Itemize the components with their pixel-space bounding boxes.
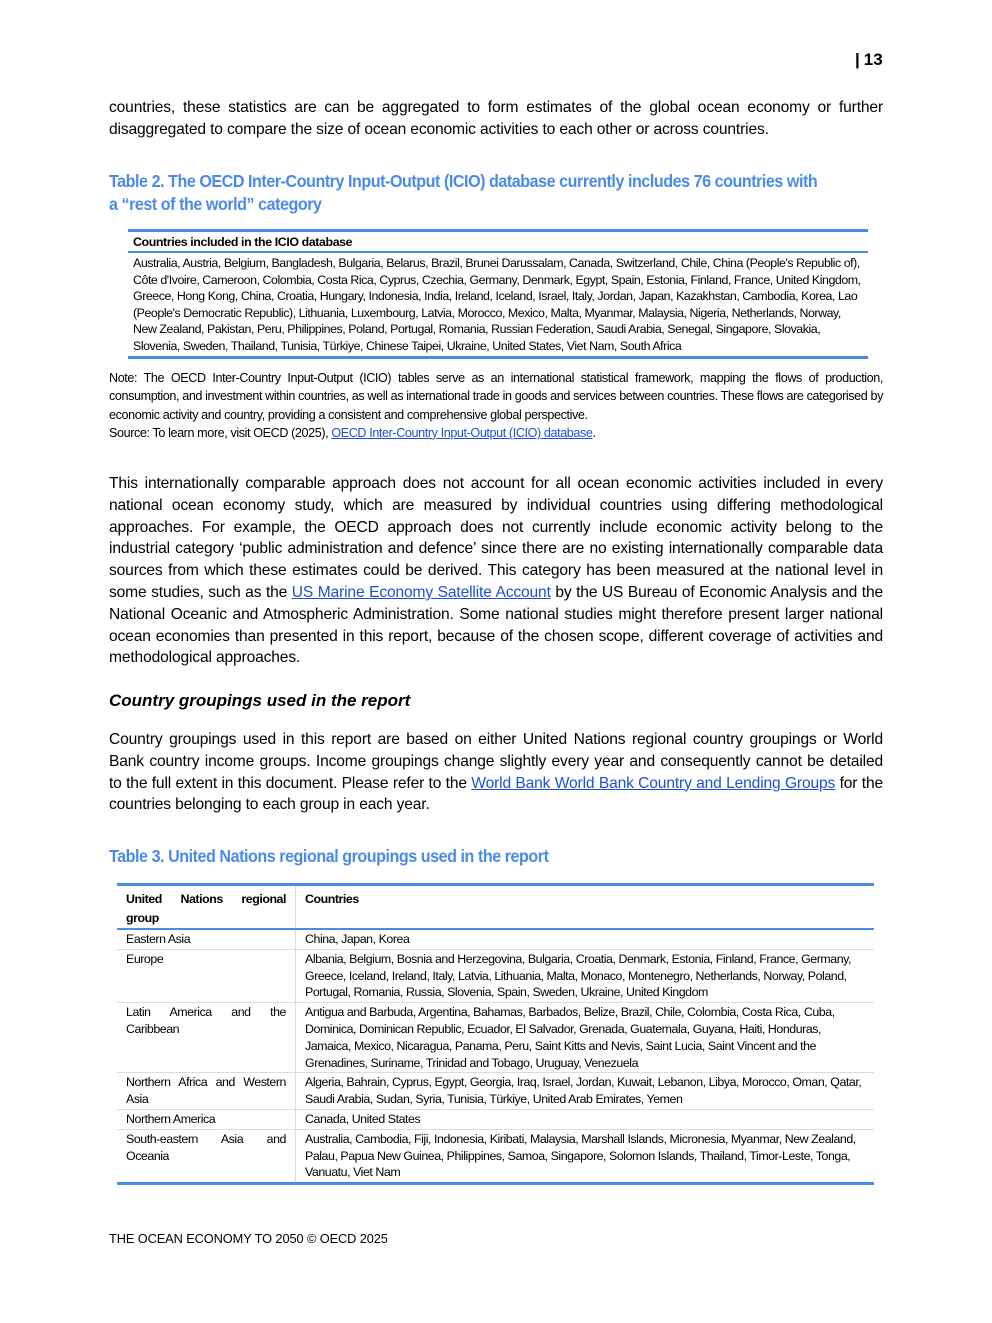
table-row bbox=[117, 949, 874, 1002]
countries-cell: Australia, Cambodia, Fiji, Indonesia, Kiribati, Malaysia, Marshall Islands, Micronesia, Myanmar, New Zealand, Palau, Papua New Guinea, Philippines, Samoa, Singapore, Solomon Islands, Thailand, Timor-Leste, Tonga, Vanuatu, Viet Nam bbox=[305, 1131, 856, 1180]
world-bank-groups-link[interactable]: World Bank World Bank Country and Lending Groups bbox=[471, 774, 836, 792]
section-heading: Country groupings used in the report bbox=[109, 691, 411, 710]
un-regional-groupings-table bbox=[117, 883, 874, 1185]
page-number-value: 13 bbox=[863, 50, 883, 69]
group-cell: South-eastern Asia and Oceania bbox=[117, 1129, 296, 1183]
countries-cell: Antigua and Barbuda, Argentina, Bahamas, Barbados, Belize, Brazil, Chile, Colombia, Costa Rica, Cuba, Dominica, Dominican Republic, Ecuador, El Salvador, Grenada, Guatemala, Guyana, Haiti, Honduras, Jamaica, Mexico, Nicaragua, Panama, Peru, Saint Kitts and Nevis, Saint Lucia, Saint Vincent and the Grenadines, Suriname, Trinidad and Tobago, Uruguay, Venezuela bbox=[296, 1003, 875, 1073]
countries-cell: Algeria, Bahrain, Cyprus, Egypt, Georgia, Iraq, Israel, Jordan, Kuwait, Lebanon, Libya, Morocco, Oman, Qatar, Saudi Arabia, Sudan, Syria, Tunisia, Türkiye, United Arab Emirates, Yemen bbox=[296, 1073, 875, 1110]
table2-header: Countries included in the ICIO database bbox=[128, 232, 868, 253]
table2-note-block bbox=[109, 369, 883, 442]
table2-title: Table 2. The OECD Inter-Country Input-Output (ICIO) database currently includes 76 countries with a “rest of the world” category bbox=[109, 171, 818, 214]
table2-note: Note: The OECD Inter-Country Input-Output (ICIO) tables serve as an international statistical framework, mapping the flows of production, consumption, and investment within countries, as well as international trade in goods and services between countries. These flows are categorised by economic activity and country, providing a consistent and comprehensive global perspective. bbox=[109, 371, 883, 422]
page-number: | 13 bbox=[855, 50, 883, 69]
table-row bbox=[117, 1109, 874, 1129]
column-header-group: United Nations regional group bbox=[117, 885, 296, 930]
table-row bbox=[117, 1129, 874, 1183]
table3-title: Table 3. United Nations regional groupings used in the report bbox=[109, 846, 549, 866]
methodology-paragraph: This internationally comparable approach does not account for all ocean economic activities included in every national ocean economy study, which are measured by individual countries using differing methodological approaches. For example, the OECD approach does not currently include economic activity belong to the industrial category ‘public administration and defence’ since there are no existing internationally comparable data sources from which these estimates could be derived. This category has been measured at the national level in some studies, such as the US Marine Economy Satellite Account by the US Bureau of Economic Analysis and the National Oceanic and Atmospheric Administration. Some national studies might therefore present larger national ocean economies than presented in this report, because of the chosen scope, different coverage of activities and methodological approaches. bbox=[109, 475, 883, 667]
group-cell: Northern America bbox=[117, 1109, 296, 1129]
table-row bbox=[117, 1003, 874, 1073]
us-marine-economy-link[interactable]: US Marine Economy Satellite Account bbox=[291, 583, 551, 601]
countries-cell: Canada, United States bbox=[296, 1109, 875, 1129]
countries-cell: Albania, Belgium, Bosnia and Herzegovina, Bulgaria, Croatia, Denmark, Estonia, Finland, France, Germany, Greece, Iceland, Ireland, Italy, Latvia, Lithuania, Malta, Monaco, Montenegro, Netherlands, Norway, Poland, Portugal, Romania, Russia, Slovenia, Spain, Sweden, Ukraine, United Kingdom bbox=[296, 949, 875, 1002]
group-cell: Latin America and the Caribbean bbox=[117, 1003, 296, 1073]
intro-paragraph: countries, these statistics are can be aggregated to form estimates of the global ocean economy or further disaggregated to compare the size of ocean economic activities to each other or across countries. bbox=[109, 99, 883, 138]
group-cell: Europe bbox=[117, 949, 296, 1002]
countries-cell: China, Japan, Korea bbox=[296, 929, 875, 949]
table-row bbox=[117, 929, 874, 949]
table2-countries-cell: Australia, Austria, Belgium, Bangladesh, Bulgaria, Belarus, Brazil, Brunei Darussalam, Canada, Switzerland, Chile, China (People's Republic of), Côte d'Ivoire, Cameroon, Colombia, Costa Rica, Cyprus, Czechia, Germany, Denmark, Egypt, Spain, Estonia, Finland, France, United Kingdom, Greece, Hong Kong, China, Croatia, Hungary, Indonesia, India, Ireland, Iceland, Israel, Italy, Jordan, Japan, Kazakhstan, Cambodia, Korea, Lao (People's Democratic Republic), Lithuania, Luxembourg, Latvia, Morocco, Mexico, Malta, Myanmar, Malaysia, Nigeria, Netherlands, Norway, New Zealand, Pakistan, Peru, Philippines, Poland, Portugal, Romania, Russian Federation, Saudi Arabia, Senegal, Singapore, Slovakia, Slovenia, Sweden, Thailand, Tunisia, Türkiye, Chinese Taipei, Ukraine, United States, Viet Nam, South Africa bbox=[133, 256, 861, 353]
table-header-row bbox=[117, 885, 874, 930]
column-header-countries: Countries bbox=[296, 885, 875, 930]
page-footer: THE OCEAN ECONOMY TO 2050 © OECD 2025 bbox=[109, 1231, 388, 1246]
table-row bbox=[117, 1073, 874, 1110]
group-cell: Eastern Asia bbox=[117, 929, 296, 949]
icio-database-link[interactable]: OECD Inter-Country Input-Output (ICIO) database bbox=[331, 425, 593, 440]
groupings-paragraph: Country groupings used in this report are based on either United Nations regional country groupings or World Bank country income groups. Income groupings change slightly every year and consequently cannot be detailed to the full extent in this document. Please refer to the World Bank World Bank Country and Lending Groups for the countries belonging to each group in each year. bbox=[109, 731, 883, 814]
group-cell: Northern Africa and Western Asia bbox=[117, 1073, 296, 1110]
icio-countries-table bbox=[128, 229, 868, 359]
table2-source: Source: To learn more, visit OECD (2025), OECD Inter-Country Input-Output (ICIO) database. bbox=[109, 425, 596, 440]
